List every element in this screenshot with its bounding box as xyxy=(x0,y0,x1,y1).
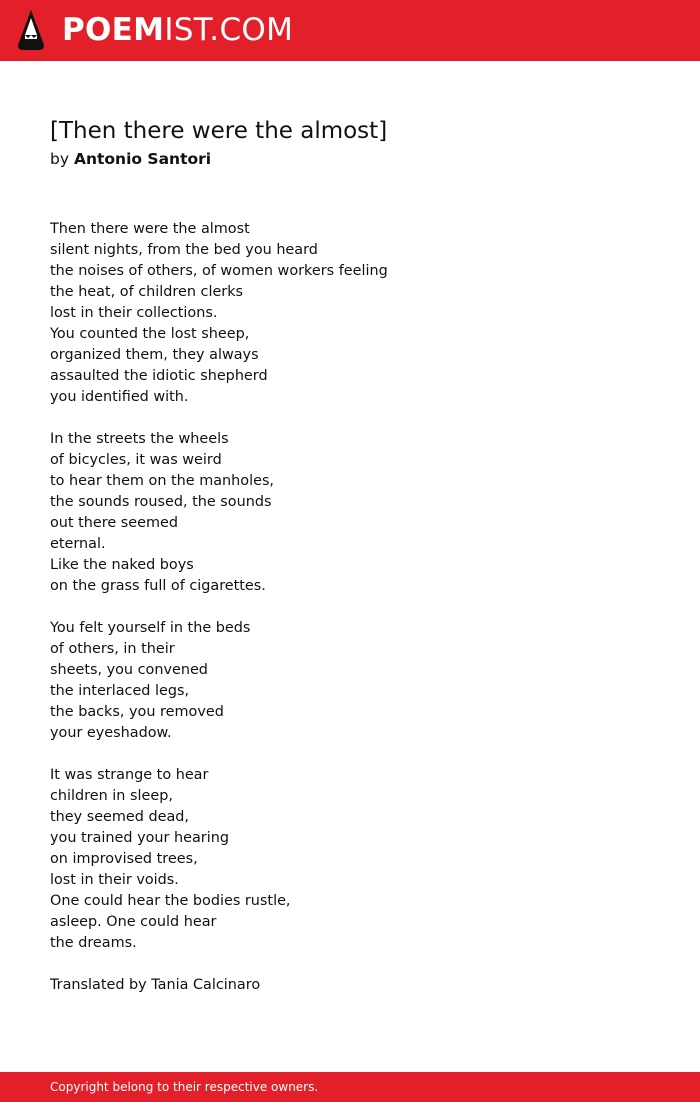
poem-line: they seemed dead, xyxy=(50,809,190,825)
author-name: Antonio Santori xyxy=(73,150,212,168)
poem-line: asleep. One could hear xyxy=(50,914,217,930)
byline xyxy=(50,148,650,170)
poem-line: silent nights, from the bed you heard xyxy=(50,242,318,258)
poem-line: lost in their voids. xyxy=(50,872,179,888)
site-logo[interactable] xyxy=(62,12,293,48)
poem-line: You counted the lost sheep, xyxy=(50,326,250,342)
poem-line: the heat, of children clerks xyxy=(50,284,244,300)
pencil-tip-icon[interactable] xyxy=(16,9,46,51)
copyright-text: Copyright belong to their respective owners. xyxy=(50,1080,319,1094)
poem-line: lost in their collections. xyxy=(50,305,218,321)
poem-line: the dreams. xyxy=(50,935,137,951)
by-word: by xyxy=(50,150,70,168)
poem-line: assaulted the idiotic shepherd xyxy=(50,368,268,384)
poem-line: to hear them on the manholes, xyxy=(50,473,275,489)
poem-line: of bicycles, it was weird xyxy=(50,452,222,468)
site-footer xyxy=(0,1072,700,1102)
poem-line: your eyeshadow. xyxy=(50,725,172,741)
poem-line: you identified with. xyxy=(50,389,189,405)
poem-line: on the grass full of cigarettes. xyxy=(50,578,266,594)
poem-line: children in sleep, xyxy=(50,788,173,804)
site-header xyxy=(0,0,700,61)
poem-line: on improvised trees, xyxy=(50,851,198,867)
stanza-1 xyxy=(50,219,650,408)
poem-title: [Then there were the almost] xyxy=(50,118,388,144)
poem-line: sheets, you convened xyxy=(50,662,208,678)
poem-line: eternal. xyxy=(50,536,106,552)
stanza-3 xyxy=(50,618,650,744)
poem-line: In the streets the wheels xyxy=(50,431,229,447)
poem-line: Like the naked boys xyxy=(50,557,194,573)
logo-bold-text: POEM xyxy=(62,12,165,48)
poem-line: Then there were the almost xyxy=(50,221,250,237)
poem-line: out there seemed xyxy=(50,515,178,531)
poem-line: You felt yourself in the beds xyxy=(50,620,251,636)
logo-light-text: IST.COM xyxy=(164,12,294,48)
poem-line: the noises of others, of women workers feeling xyxy=(50,263,388,279)
stanza-2 xyxy=(50,429,650,597)
poem-line: of others, in their xyxy=(50,641,175,657)
poem-line: organized them, they always xyxy=(50,347,259,363)
poem-line: the sounds roused, the sounds xyxy=(50,494,272,510)
poem-line: you trained your hearing xyxy=(50,830,229,846)
poem-body xyxy=(50,219,650,996)
poem-line: the backs, you removed xyxy=(50,704,224,720)
poem-line: It was strange to hear xyxy=(50,767,209,783)
translator-note: Translated by Tania Calcinaro xyxy=(50,977,261,993)
poem-line: One could hear the bodies rustle, xyxy=(50,893,291,909)
poem-content xyxy=(50,115,650,996)
stanza-4 xyxy=(50,765,650,954)
poem-line: the interlaced legs, xyxy=(50,683,190,699)
